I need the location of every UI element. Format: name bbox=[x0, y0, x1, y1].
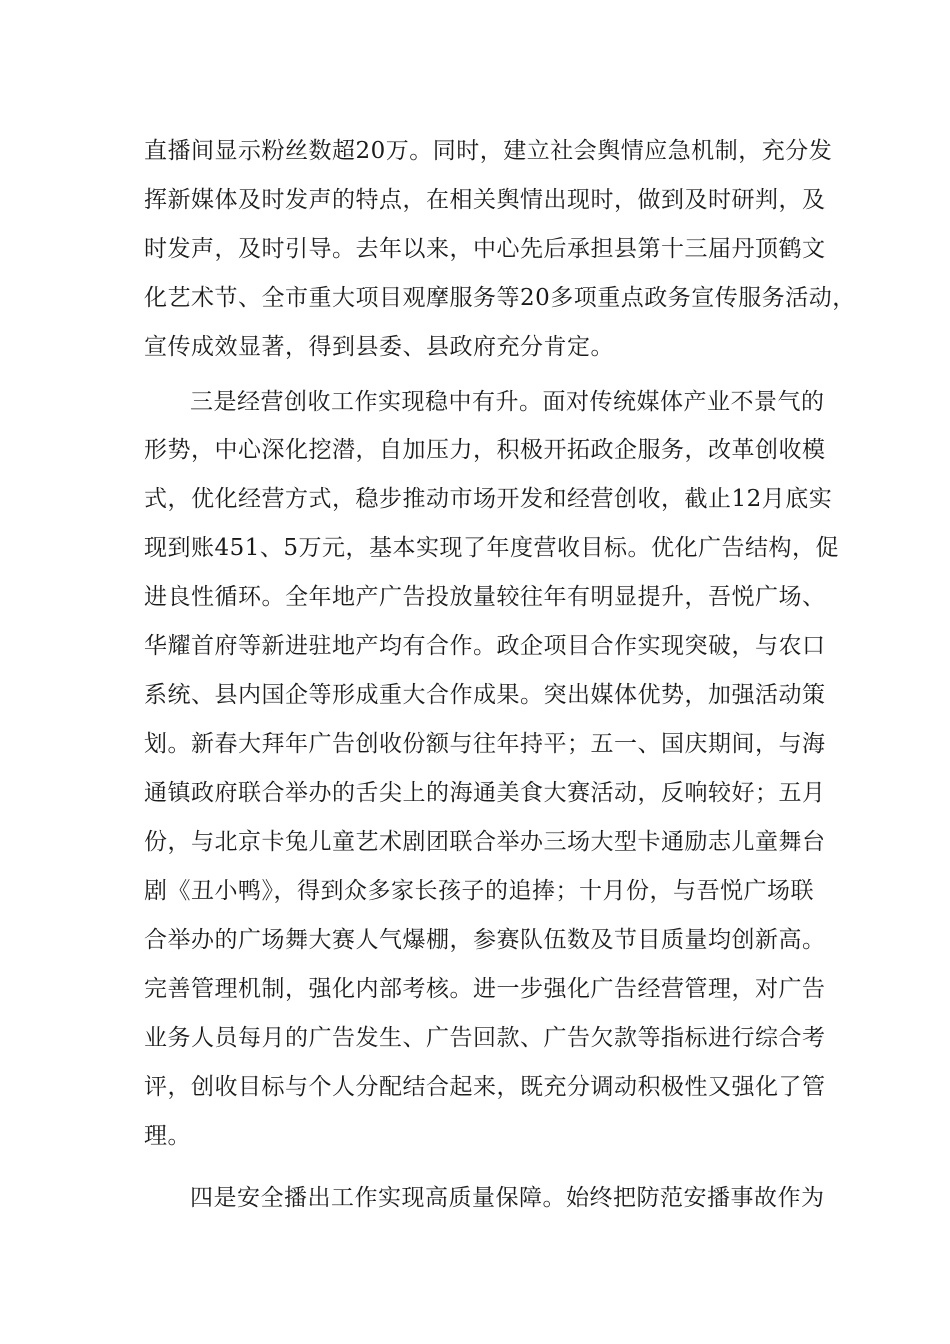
text-line: 形势，中心深化挖潜，自加压力，积极开拓政企服务，改革创收模 bbox=[144, 437, 826, 463]
text-line: 现到账451、5万元，基本实现了年度营收目标。优化广告结构，促 bbox=[144, 535, 840, 561]
text-line: 通镇政府联合举办的舌尖上的海通美食大赛活动，反响较好；五月 bbox=[144, 780, 826, 806]
text-line: 评，创收目标与个人分配结合起来，既充分调动积极性又强化了管 bbox=[144, 1074, 826, 1100]
paragraph-first-line: 四是安全播出工作实现高质量保障。始终把防范安播事故作为 bbox=[190, 1185, 825, 1211]
text-line: 理。 bbox=[144, 1123, 191, 1149]
text-line: 剧《丑小鸭》，得到众多家长孩子的追捧；十月份，与吾悦广场联 bbox=[144, 878, 814, 904]
text-line: 时发声，及时引导。去年以来，中心先后承担县第十三届丹顶鹤文 bbox=[144, 236, 826, 262]
text-line: 进良性循环。全年地产广告投放量较往年有明显提升，吾悦广场、 bbox=[144, 584, 826, 610]
text-line: 挥新媒体及时发声的特点，在相关舆情出现时，做到及时研判，及 bbox=[144, 187, 826, 213]
text-line: 份，与北京卡兔儿童艺术剧团联合举办三场大型卡通励志儿童舞台 bbox=[144, 829, 826, 855]
text-line: 合举办的广场舞大赛人气爆棚，参赛队伍数及节目质量均创新高。 bbox=[144, 927, 826, 953]
paragraph-first-line: 三是经营创收工作实现稳中有升。面对传统媒体产业不景气的 bbox=[190, 389, 825, 415]
text-line: 完善管理机制，强化内部考核。进一步强化广告经营管理，对广告 bbox=[144, 976, 826, 1002]
text-line: 宣传成效显著，得到县委、县政府充分肯定。 bbox=[144, 334, 614, 360]
text-line: 直播间显示粉丝数超20万。同时，建立社会舆情应急机制，充分发 bbox=[144, 138, 833, 164]
text-line: 业务人员每月的广告发生、广告回款、广告欠款等指标进行综合考 bbox=[144, 1025, 826, 1051]
text-line: 系统、县内国企等形成重大合作成果。突出媒体优势，加强活动策 bbox=[144, 682, 826, 708]
text-line: 划。新春大拜年广告创收份额与往年持平；五一、国庆期间，与海 bbox=[144, 731, 826, 757]
text-line: 化艺术节、全市重大项目观摩服务等20多项重点政务宣传服务活动， bbox=[144, 285, 856, 311]
text-line: 式，优化经营方式，稳步推动市场开发和经营创收，截止12月底实 bbox=[144, 486, 833, 512]
text-line: 华耀首府等新进驻地产均有合作。政企项目合作实现突破，与农口 bbox=[144, 633, 826, 659]
